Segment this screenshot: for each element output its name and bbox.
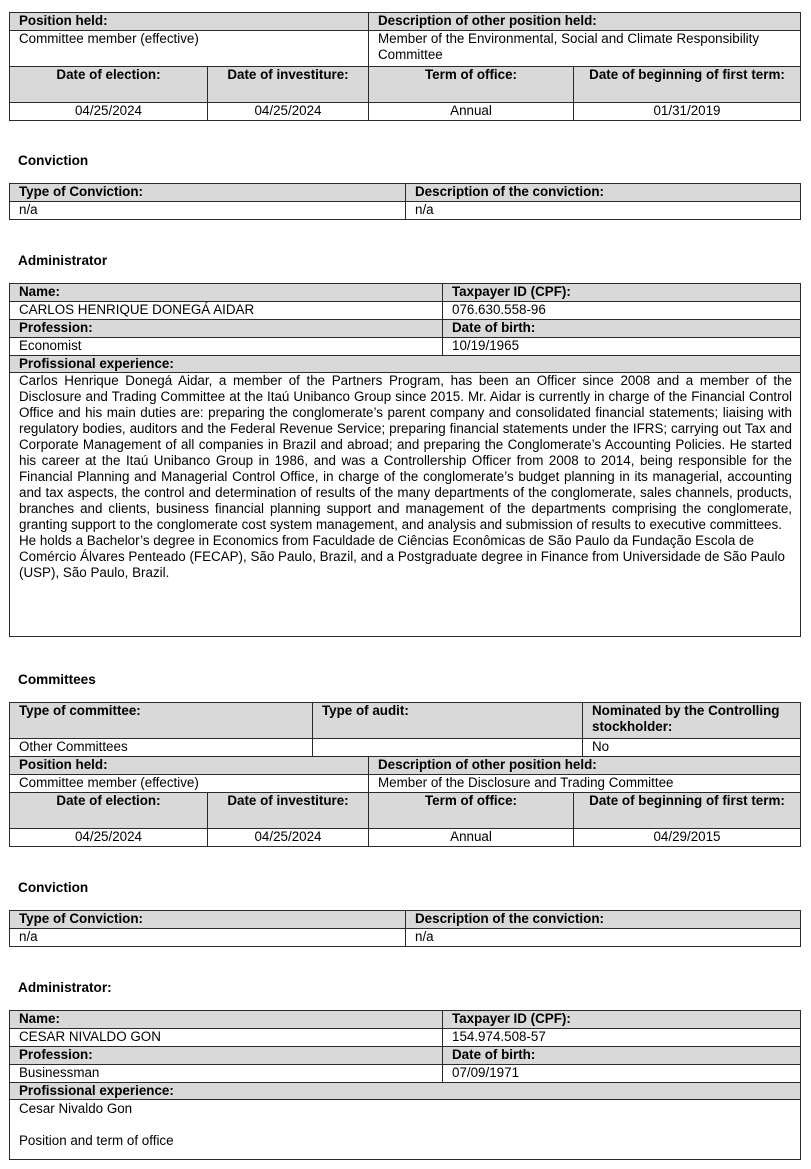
- administrator-table-2: [9, 1010, 801, 1160]
- name-value: CESAR NIVALDO GON: [10, 1029, 443, 1047]
- description-label: Description of other position held:: [369, 13, 801, 31]
- experience-text: [10, 1100, 801, 1160]
- description-value: Member of the Environmental, Social and Climate Responsibility Committee: [369, 31, 801, 67]
- committees-title: Committees: [18, 672, 96, 687]
- type-committee-value: Other Committees: [10, 739, 313, 757]
- type-committee-label: Type of committee:: [10, 703, 313, 739]
- nominated-label: Nominated by the Controlling stockholder:: [583, 703, 801, 739]
- conviction-type-label: Type of Conviction:: [10, 184, 406, 202]
- conviction-type-value: n/a: [10, 929, 406, 947]
- experience-paragraph-2: He holds a Bachelor’s degree in Economics from Faculdade de Ciências Econômicas de São Paulo da Fundação Escola de Comércio Álvares Penteado (FECAP), São Paulo, Brazil, and a Postgraduate degree in Finance from Universidade de São Paulo (USP), São Paulo, Brazil.: [19, 533, 785, 580]
- first-term-value: 01/31/2019: [574, 103, 801, 121]
- conviction-desc-label: Description of the conviction:: [406, 184, 801, 202]
- date-investiture-value: 04/25/2024: [208, 829, 369, 847]
- taxpayer-label: Taxpayer ID (CPF):: [443, 284, 801, 302]
- date-election-value: 04/25/2024: [10, 103, 208, 121]
- term-label: Term of office:: [369, 67, 574, 103]
- administrator-title: Administrator:: [18, 980, 112, 995]
- birth-label: Date of birth:: [443, 1047, 801, 1065]
- description-label: Description of other position held:: [369, 757, 801, 775]
- position-table-2: [9, 756, 801, 847]
- profession-value: Businessman: [10, 1065, 443, 1083]
- birth-value: 10/19/1965: [443, 338, 801, 356]
- experience-text: [10, 373, 801, 637]
- conviction-title: Conviction: [18, 153, 89, 168]
- date-investiture-value: 04/25/2024: [208, 103, 369, 121]
- experience-label: Profissional experience:: [10, 1083, 801, 1100]
- nominated-value: No: [583, 739, 801, 757]
- conviction-table-1: [9, 183, 801, 220]
- conviction-type-value: n/a: [10, 202, 406, 220]
- administrator-table-1: [9, 283, 801, 637]
- profession-value: Economist: [10, 338, 443, 356]
- conviction-desc-value: n/a: [406, 929, 801, 947]
- description-value: Member of the Disclosure and Trading Committee: [369, 775, 801, 793]
- name-label: Name:: [10, 1011, 443, 1029]
- experience-paragraph-1: Carlos Henrique Donegá Aidar, a member of the Partners Program, has been an Officer since 2008 and a member of the Disclosure and Trading Committee at the Itaú Unibanco Group since 2015. Mr. Aidar is currently in charge of the Financial Control Office and his main duties are: preparing the conglomerate’s parent company and consolidated financial statements; liaising with regulatory bodies, auditors and the Federal Revenue Service; preparing financial statements under the IFRS; carrying out Tax and Corporate Management of all companies in Brazil and abroad; and preparing the Conglomerate’s Accounting Policies. He started his career at the Itaú Unibanco Group in 1986, and was a Controllership Officer from 2008 to 2014, being responsible for the Financial Planning and Managerial Control Office, in charge of the conglomerate’s budget planning in its managerial, accounting and tax aspects, the control and determination of results of the many departments of the conglomerate, sales channels, products, branches and clients, business financial planning support and management of the departments comprising the conglomerate, granting support to the conglomerate cost system management, and analysis and submission of results to executive committees.: [19, 373, 792, 532]
- conviction-title: Conviction: [18, 880, 89, 895]
- birth-value: 07/09/1971: [443, 1065, 801, 1083]
- first-term-value: 04/29/2015: [574, 829, 801, 847]
- committees-table: [9, 702, 801, 757]
- position-held-label: Position held:: [10, 757, 369, 775]
- experience-line-2: Position and term of office: [19, 1133, 174, 1148]
- first-term-label: Date of beginning of first term:: [574, 793, 801, 829]
- date-election-label: Date of election:: [10, 67, 208, 103]
- date-election-label: Date of election:: [10, 793, 208, 829]
- taxpayer-label: Taxpayer ID (CPF):: [443, 1011, 801, 1029]
- conviction-desc-value: n/a: [406, 202, 801, 220]
- conviction-type-label: Type of Conviction:: [10, 911, 406, 929]
- administrator-title: Administrator: [18, 253, 108, 268]
- type-audit-value: [313, 739, 583, 757]
- experience-line-1: Cesar Nivaldo Gon: [19, 1101, 133, 1116]
- conviction-desc-label: Description of the conviction:: [406, 911, 801, 929]
- term-label: Term of office:: [369, 793, 574, 829]
- taxpayer-value: 154.974.508-57: [443, 1029, 801, 1047]
- name-value: CARLOS HENRIQUE DONEGÁ AIDAR: [10, 302, 443, 320]
- position-held-value: Committee member (effective): [10, 31, 369, 67]
- date-investiture-label: Date of investiture:: [208, 67, 369, 103]
- experience-label: Profissional experience:: [10, 356, 801, 373]
- position-held-value: Committee member (effective): [10, 775, 369, 793]
- name-label: Name:: [10, 284, 443, 302]
- conviction-table-2: [9, 910, 801, 947]
- first-term-label: Date of beginning of first term:: [574, 67, 801, 103]
- position-held-label: Position held:: [10, 13, 369, 31]
- term-value: Annual: [369, 103, 574, 121]
- position-table-1: [9, 12, 801, 121]
- profession-label: Profession:: [10, 320, 443, 338]
- type-audit-label: Type of audit:: [313, 703, 583, 739]
- date-election-value: 04/25/2024: [10, 829, 208, 847]
- term-value: Annual: [369, 829, 574, 847]
- birth-label: Date of birth:: [443, 320, 801, 338]
- taxpayer-value: 076.630.558-96: [443, 302, 801, 320]
- date-investiture-label: Date of investiture:: [208, 793, 369, 829]
- profession-label: Profession:: [10, 1047, 443, 1065]
